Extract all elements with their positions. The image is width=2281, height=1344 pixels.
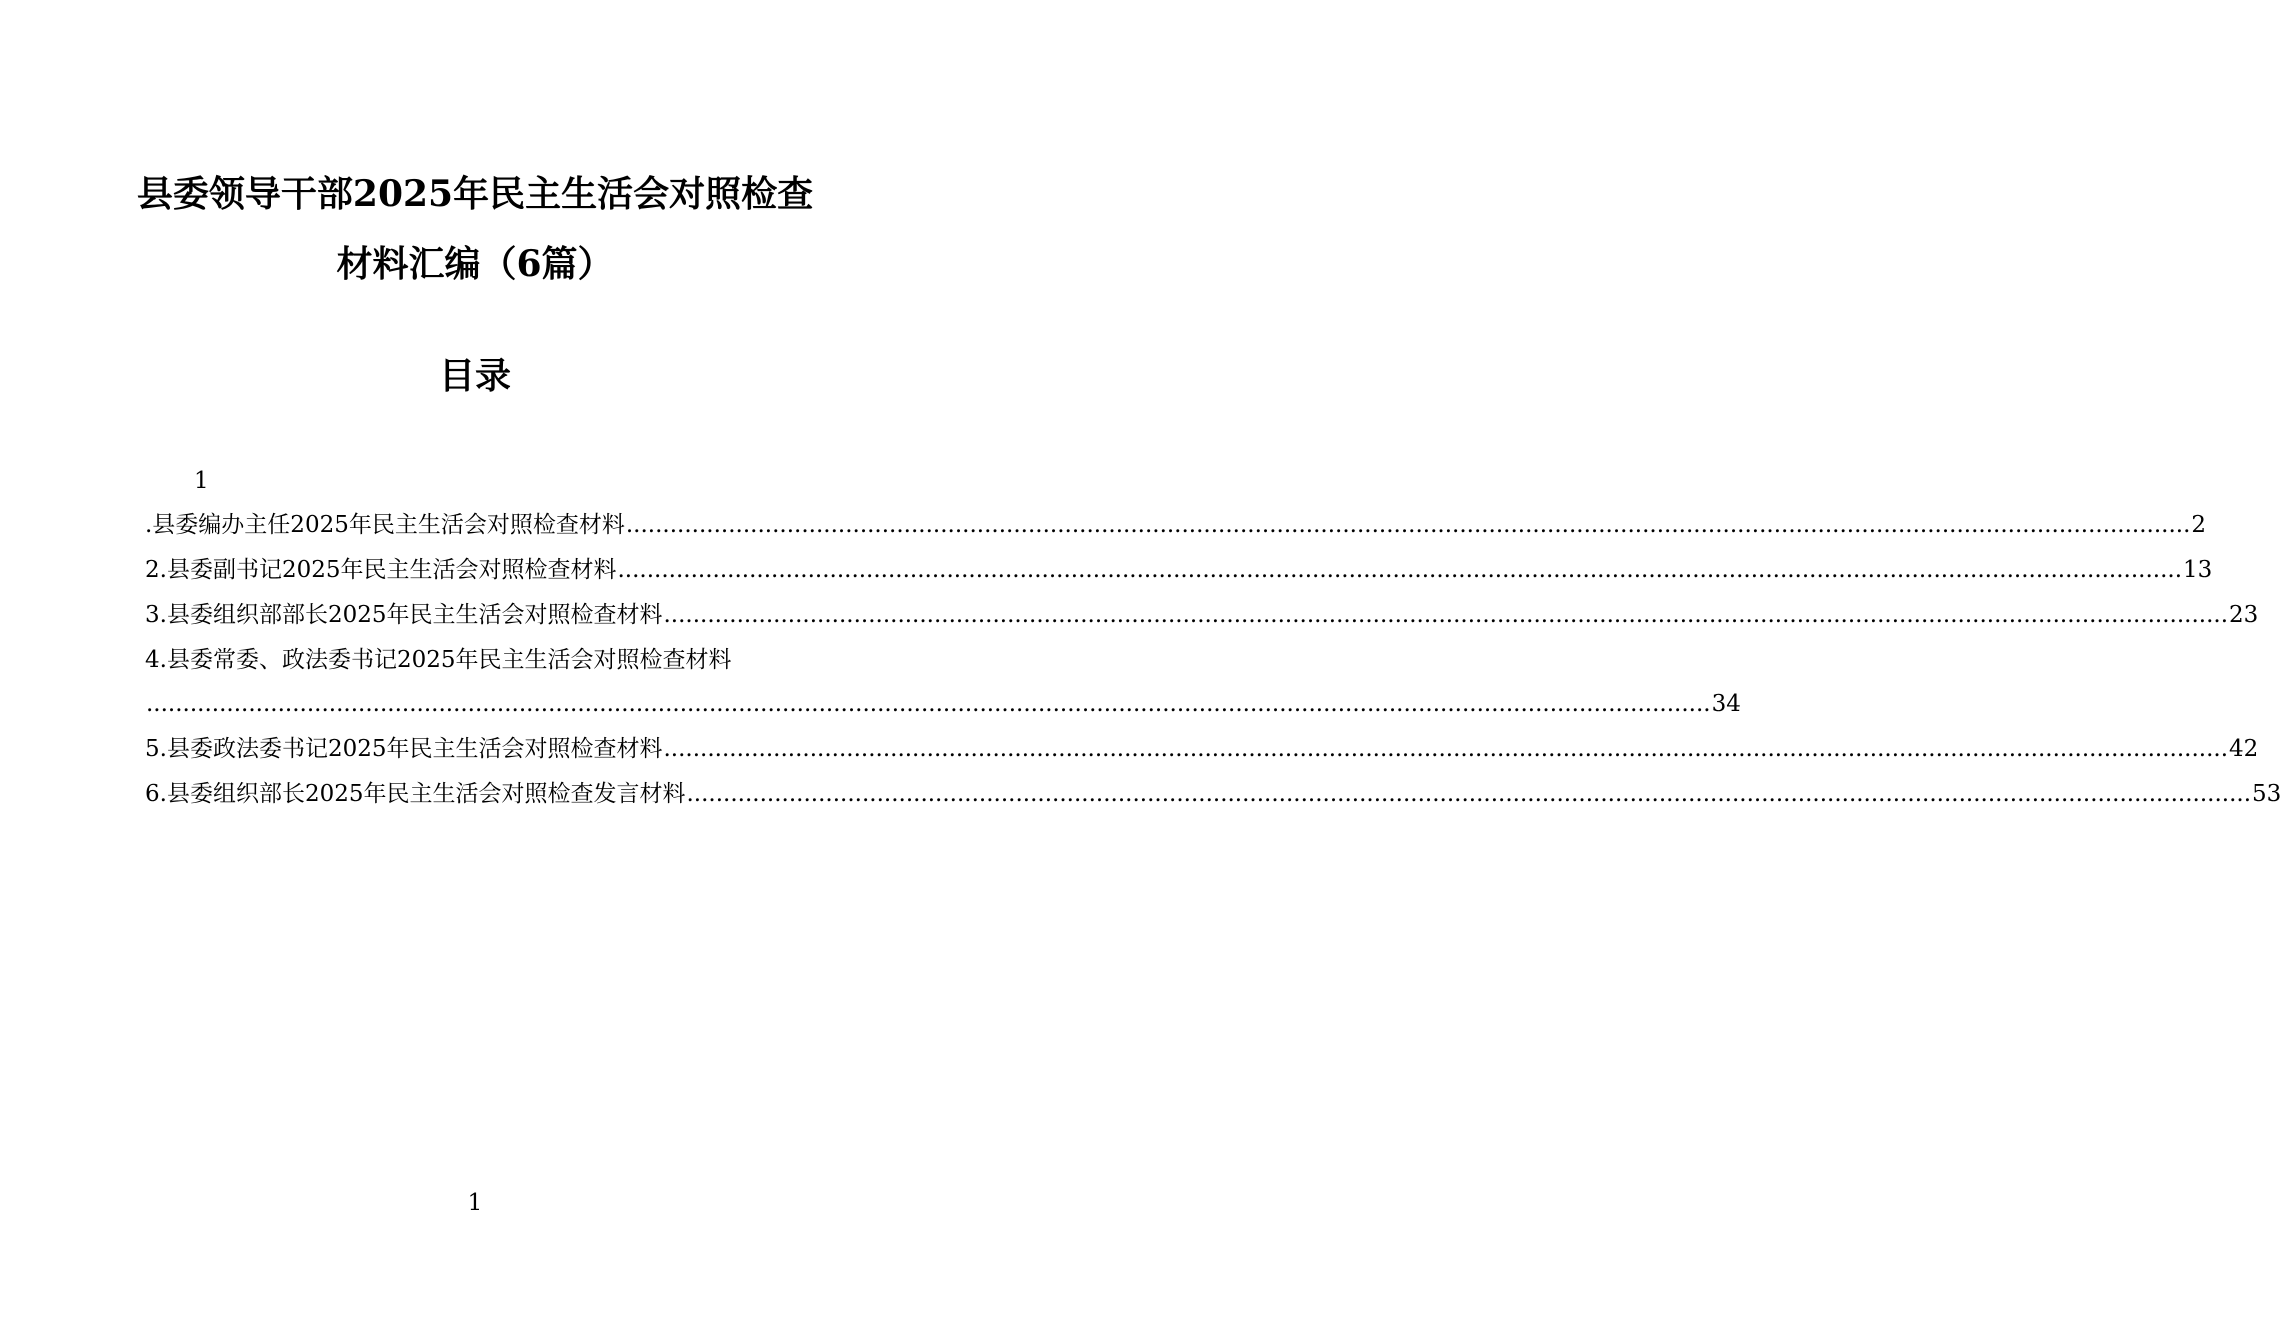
toc-stray-number: 1	[194, 468, 209, 494]
toc-entry-page: 42	[2229, 736, 2259, 762]
toc-entry-label: 4.县委常委、政法委书记2025年民主生活会对照检查材料	[145, 647, 732, 673]
toc-dot-leader	[146, 689, 1711, 719]
toc-entry-label: .县委编办主任2025年民主生活会对照检查材料	[145, 512, 625, 538]
toc-entry-4-continuation[interactable]	[145, 689, 1741, 719]
toc-entry-4[interactable]	[145, 645, 806, 675]
toc-dot-leader	[663, 600, 2228, 630]
toc-entry-1[interactable]	[145, 510, 2207, 540]
document-title-line-2: 材料汇编（6篇）	[336, 243, 614, 285]
toc-entry-page: 34	[1711, 691, 1741, 717]
toc-heading: 目录	[438, 355, 511, 397]
toc-entry-6[interactable]	[145, 779, 2281, 809]
toc-entry-label: 5.县委政法委书记2025年民主生活会对照检查材料	[145, 736, 663, 762]
toc-entry-label: 6.县委组织部长2025年民主生活会对照检查发言材料	[145, 781, 686, 807]
toc-dot-leader	[686, 779, 2251, 809]
toc-dot-leader	[617, 555, 2182, 585]
toc-entry-page: 53	[2252, 781, 2281, 807]
toc-entry-label: 2.县委副书记2025年民主生活会对照检查材料	[145, 557, 617, 583]
toc-entry-page: 2	[2191, 512, 2207, 538]
toc-entry-page: 23	[2229, 602, 2259, 628]
toc-entry-3[interactable]	[145, 600, 2259, 630]
toc-entry-2[interactable]	[145, 555, 2213, 585]
toc-entry-label: 3.县委组织部部长2025年民主生活会对照检查材料	[145, 602, 663, 628]
toc-dot-leader	[663, 734, 2228, 764]
page-number: 1	[467, 1190, 483, 1216]
document-title-line-1: 县委领导干部2025年民主生活会对照检查	[136, 173, 814, 215]
toc-entry-5[interactable]	[145, 734, 2259, 764]
toc-dot-leader	[626, 510, 2191, 540]
toc-entry-page: 13	[2183, 557, 2213, 583]
